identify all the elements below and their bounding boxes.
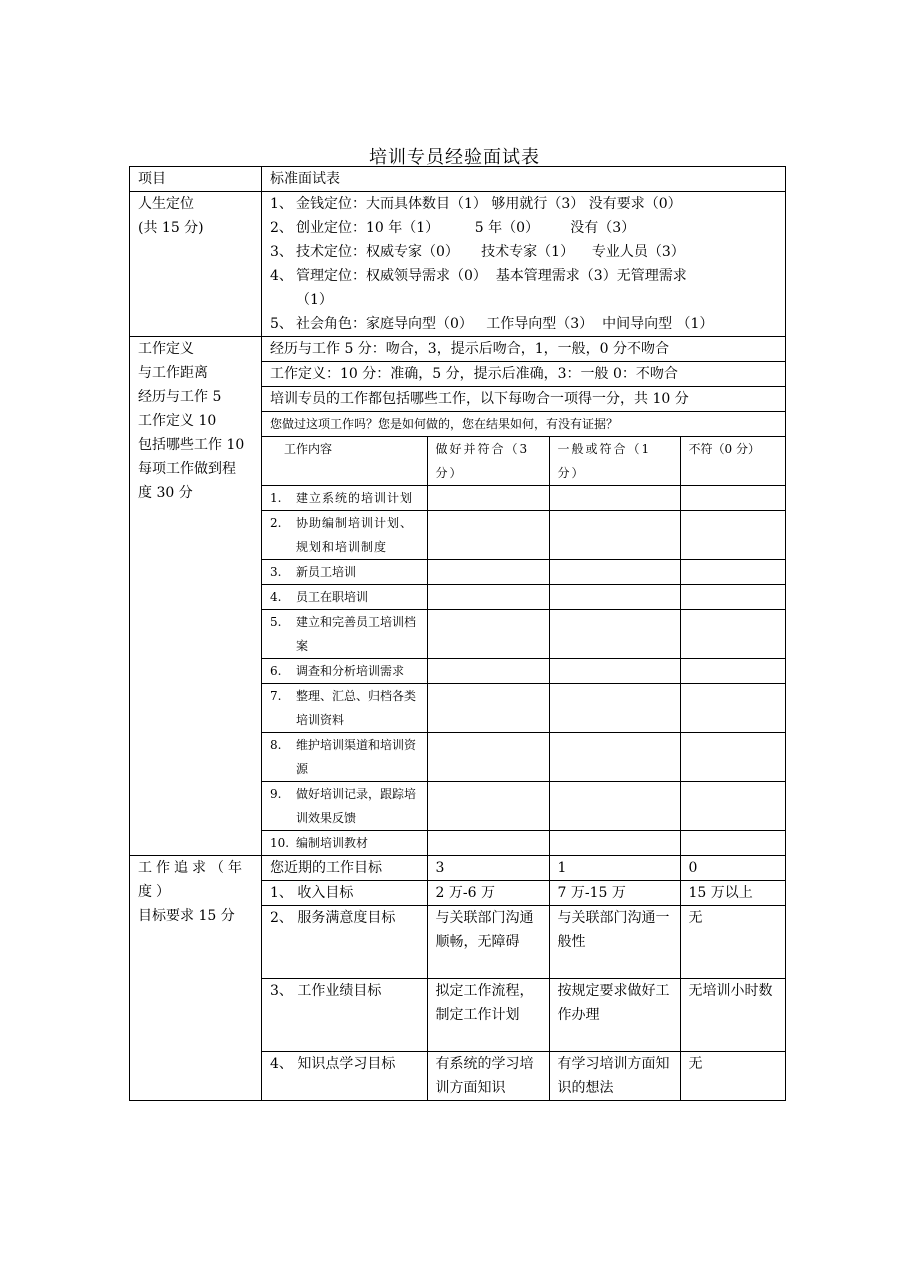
header-item: 项目: [130, 167, 262, 192]
table-row: 9. 做好培训记录，跟踪培训效果反馈: [262, 782, 786, 831]
table-row: 2、 服务满意度目标 与关联部门沟通顺畅，无障碍 与关联部门沟通一般性 无: [262, 906, 786, 979]
col-normal: 一般或符合（1 分）: [549, 437, 680, 486]
table-row: 您近期的工作目标 3 1 0: [262, 856, 786, 881]
header-standard: 标准面试表: [262, 167, 786, 192]
page-title: 培训专员经验面试表: [369, 147, 540, 168]
header-row: [130, 167, 786, 192]
table-row: 4. 员工在职培训: [262, 585, 786, 610]
table-row: 6. 调查和分析培训需求: [262, 659, 786, 684]
definition-score-text: 工作定义：10 分：准确，5 分，提示后准确，3：一般 0：不吻合: [262, 362, 786, 387]
experience-score-text: 经历与工作 5 分：吻合，3，提示后吻合，1，一般，0 分不吻合: [270, 341, 669, 357]
section-work-pursuit: [130, 856, 786, 1101]
interview-form-table: [129, 166, 786, 1101]
section-work-definition: [130, 337, 786, 856]
section2-content: [262, 337, 786, 856]
table-row: 1、 收入目标 2 万-6 万 7 万-15 万 15 万以上: [262, 881, 786, 906]
list-item: 4、 管理定位：权威领导需求（0） 基本管理需求（3）无管理需求: [270, 268, 687, 284]
table-row: 1. 建立系统的培训计划: [262, 486, 786, 511]
col-good: 做好并符合（3 分）: [427, 437, 549, 486]
section1-items: [262, 192, 786, 337]
goal-table: [262, 856, 786, 1100]
list-item: 3、 技术定位：权威专家（0） 技术专家（1） 专业人员（3）: [270, 244, 685, 260]
table-row: 7. 整理、汇总、归档各类培训资料: [262, 684, 786, 733]
list-item: 2、 创业定位：10 年（1） 5 年（0） 没有（3）: [270, 220, 636, 236]
list-item: 5、 社会角色：家庭导向型（0） 工作导向型（3） 中间导向型 （1）: [270, 316, 714, 332]
list-item: （1）: [296, 292, 333, 308]
work-question-text: 您做过这项工作吗？您是如何做的，您在结果如何，有没有证据？: [262, 412, 786, 437]
section3-content: [262, 856, 786, 1101]
col-work-content: 工作内容: [262, 437, 427, 486]
list-item: 1、 金钱定位：大而具体数目（1） 够用就行（3） 没有要求（0）: [270, 196, 682, 212]
table-row: 3. 新员工培训: [262, 560, 786, 585]
work-scope-text: 培训专员的工作都包括哪些工作，以下每吻合一项得一分，共 10 分: [262, 387, 786, 412]
section2-label: 工作定义 与工作距离 经历与工作 5 工作定义 10 包括哪些工作 10 每项工作做到程 度 30 分: [130, 337, 262, 856]
table-row: 3、 工作业绩目标 拟定工作流程，制定工作计划 按规定要求做好工作办理 无培训小时数: [262, 979, 786, 1052]
work-table: [262, 337, 786, 855]
section3-label: 工作追求（年度） 目标要求 15 分: [130, 856, 262, 1101]
col-not-match: 不符（0 分）: [680, 437, 786, 486]
table-header-row: [262, 437, 786, 486]
table-row: 4、 知识点学习目标 有系统的学习培训方面知识 有学习培训方面知识的想法 无: [262, 1052, 786, 1101]
section1-label: 人生定位 (共 15 分): [130, 192, 262, 337]
section-life-positioning: [130, 192, 786, 337]
table-row: 5. 建立和完善员工培训档案: [262, 610, 786, 659]
table-row: 10. 编制培训教材: [262, 831, 786, 856]
table-row: 8. 维护培训渠道和培训资源: [262, 733, 786, 782]
table-row: 2. 协助编制培训计划、规划和培训制度: [262, 511, 786, 560]
